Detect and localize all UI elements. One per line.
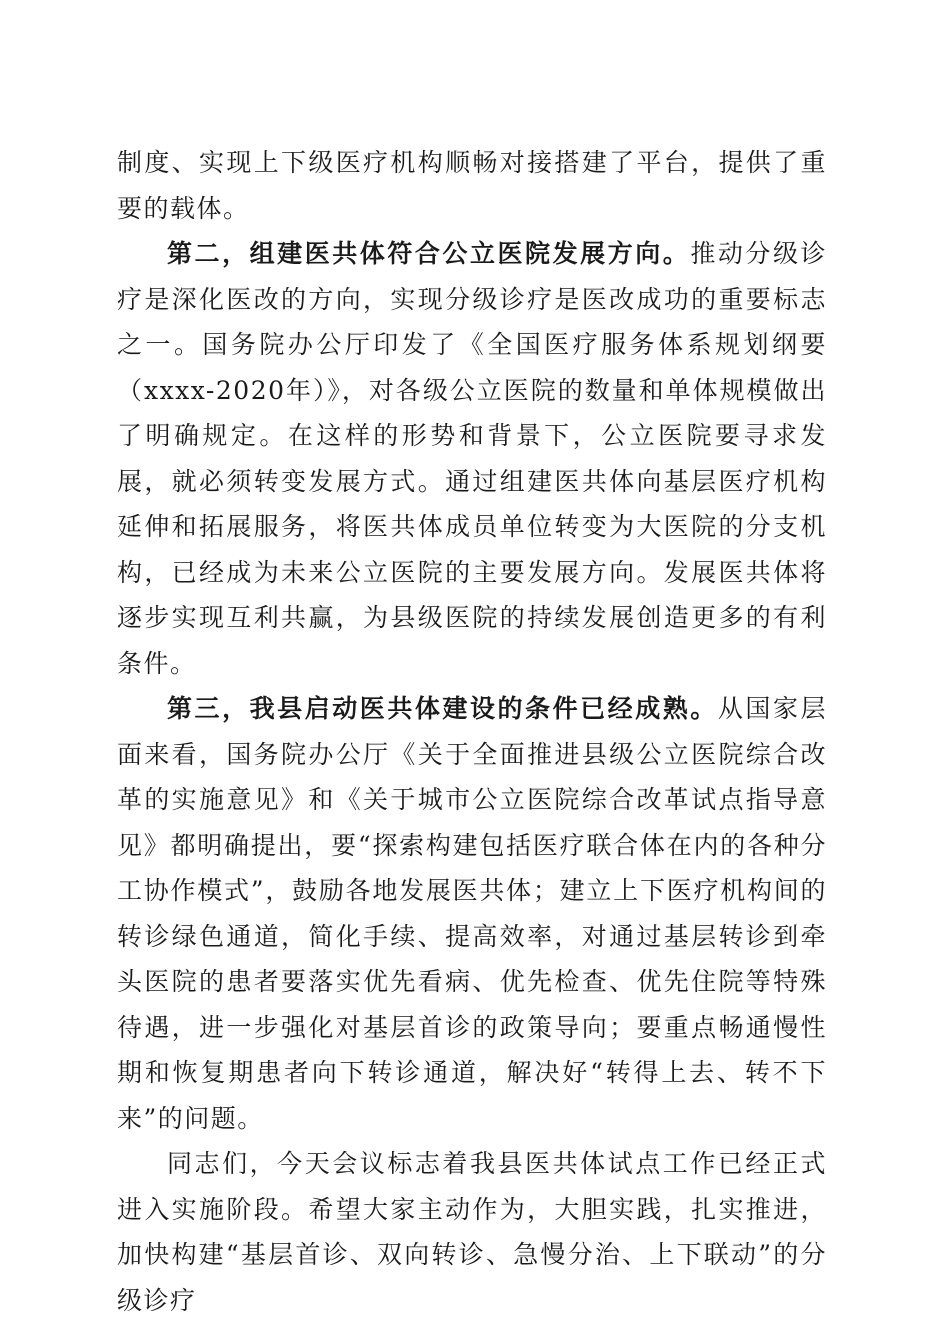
paragraph-text: 制度、实现上下级医疗机构顺畅对接搭建了平台，提供了重要的载体。: [117, 148, 827, 223]
document-page: [117, 140, 827, 1323]
paragraph-third-point: [117, 686, 827, 1141]
paragraph-heading: 第三，我县启动医共体建设的条件已经成熟。: [167, 694, 718, 723]
paragraph-heading: 第二，组建医共体符合公立医院发展方向。: [167, 239, 691, 268]
paragraph-text: 推动分级诊疗是深化医改的方向，实现分级诊疗是医改成功的重要标志之一。国务院办公厅印发了《全国医疗服务体系规划纲要（xxxx-2020年）》，对各级公立医院的数量和单体规模做出了明确规定。在这样的形势和背景下，公立医院要寻求发展，就必须转变发展方式。通过组建医共体向基层医疗机构延伸和拓展服务，将医共体成员单位转变为大医院的分支机构，已经成为未来公立医院的主要发展方向。发展医共体将逐步实现互利共赢，为县级医院的持续发展创造更多的有利条件。: [117, 239, 827, 678]
paragraph-text: 从国家层面来看，国务院办公厅《关于全面推进县级公立医院综合改革的实施意见》和《关于城市公立医院综合改革试点指导意见》都明确提出，要“探索构建包括医疗联合体在内的各种分工协作模式”，鼓励各地发展医共体；建立上下医疗机构间的转诊绿色通道，简化手续、提高效率，对通过基层转诊到牵头医院的患者要落实优先看病、优先检查、优先住院等特殊待遇，进一步强化对基层首诊的政策导向；要重点畅通慢性期和恢复期患者向下转诊通道，解决好“转得上去、转不下来”的问题。: [117, 694, 827, 1133]
paragraph-continuation: [117, 140, 827, 231]
paragraph-text: 同志们，今天会议标志着我县医共体试点工作已经正式进入实施阶段。希望大家主动作为，大胆实践，扎实推进，加快构建“基层首诊、双向转诊、急慢分治、上下联动”的分级诊疗: [117, 1149, 827, 1315]
paragraph-second-point: [117, 231, 827, 686]
paragraph-closing: [117, 1141, 827, 1323]
